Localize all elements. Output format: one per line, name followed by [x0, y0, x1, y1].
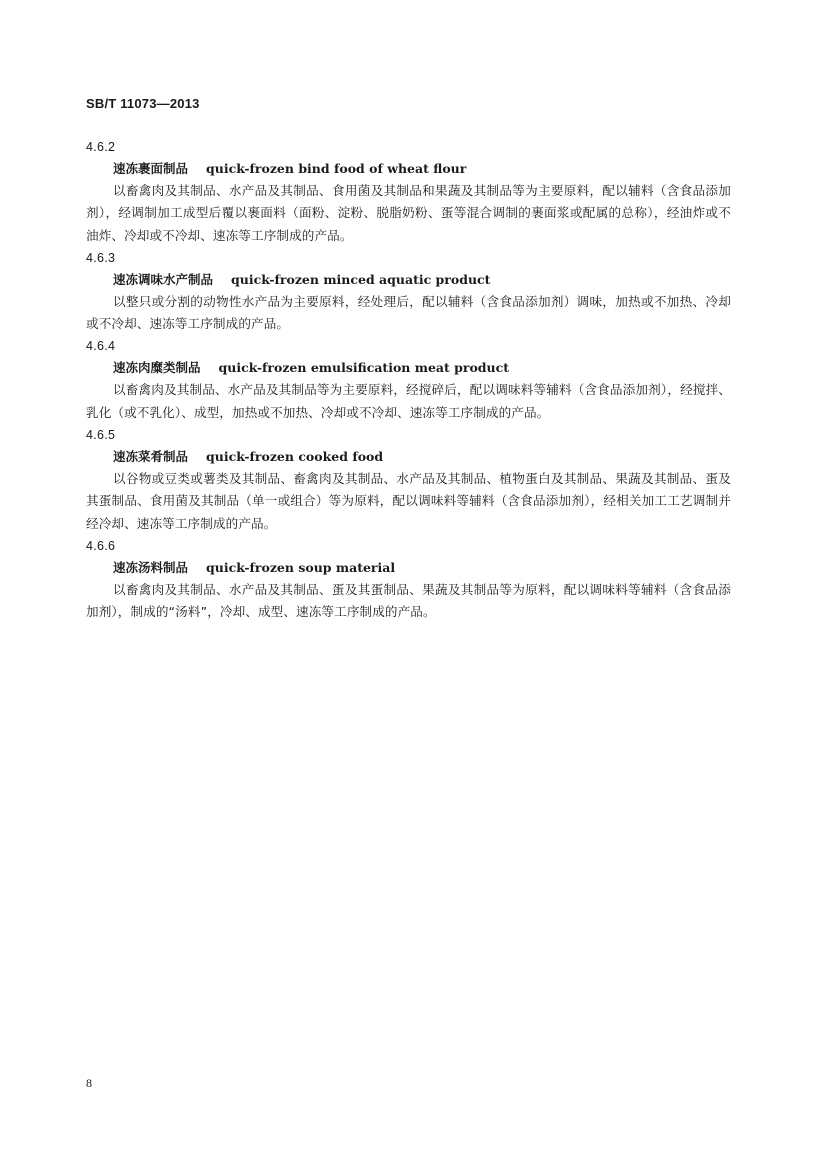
term-definition: 以畜禽肉及其制品、水产品及其制品、蛋及其蛋制品、果蔬及其制品等为原料，配以调味料等辅料（含食品添加剂），制成的“汤料”，冷却、成型、速冻等工序制成的产品。 — [86, 581, 731, 620]
document-body — [86, 136, 731, 624]
term-definition: 以畜禽肉及其制品、水产品及其制品等为主要原料，经搅碎后，配以调味料等辅料（含食品添加剂），经搅拌、乳化（或不乳化）、成型，加热或不加热、冷却或不冷却、速冻等工序制成的产品。 — [86, 382, 731, 420]
term-definition: 以整只或分割的动物性水产品为主要原料，经处理后，配以辅料（含食品添加剂）调味，加热或不加热、冷却或不冷却、速冻等工序制成的产品。 — [86, 293, 731, 332]
clause-number: 4.6.2 — [86, 140, 116, 154]
term-definition: 以畜禽肉及其制品、水产品及其制品、食用菌及其制品和果蔬及其制品等为主要原料，配以辅料（含食品添加剂），经调制加工成型后覆以裹面料（面粉、淀粉、脱脂奶粉、蛋等混合调制的裹面浆或配属的总称），经油炸或不油炸、冷却或不冷却、速冻等工序制成的产品。 — [86, 183, 731, 243]
page-number: 8 — [86, 1076, 92, 1090]
term-heading — [86, 158, 731, 180]
term-english: quick-frozen bind food of wheat flour — [206, 161, 467, 176]
term-definition: 以谷物或豆类或薯类及其制品、畜禽肉及其制品、水产品及其制品、植物蛋白及其制品、果蔬及其制品、蛋及其蛋制品、食用菌及其制品（单一或组合）等为原料，配以调味料等辅料（含食品添加剂），经相关加工工艺调制并经冷却、速冻等工序制成的产品。 — [86, 471, 731, 531]
clause-4-6-5 — [86, 424, 731, 535]
term-english: quick-frozen minced aquatic product — [231, 271, 491, 287]
term-heading — [86, 357, 731, 379]
term-chinese: 速冻汤料制品 — [113, 559, 189, 575]
clause-number: 4.6.4 — [86, 339, 116, 354]
term-heading — [86, 446, 731, 468]
term-chinese: 速冻肉糜类制品 — [113, 360, 201, 376]
term-english: quick-frozen soup material — [206, 559, 396, 575]
clause-number: 4.6.5 — [86, 428, 116, 443]
clause-4-6-6 — [86, 535, 731, 624]
clause-4-6-2 — [86, 136, 731, 247]
term-chinese: 速冻调味水产制品 — [113, 271, 214, 287]
term-heading — [86, 269, 731, 291]
term-chinese: 速冻菜肴制品 — [113, 449, 189, 465]
standard-code-header: SB/T 11073—2013 — [86, 96, 200, 111]
term-english: quick-frozen cooked food — [206, 449, 384, 465]
clause-4-6-3 — [86, 247, 731, 336]
clause-4-6-4 — [86, 335, 731, 424]
term-heading — [86, 557, 731, 579]
term-chinese: 速冻裹面制品 — [113, 161, 189, 176]
clause-number: 4.6.3 — [86, 250, 116, 265]
term-english: quick-frozen emulsification meat product — [218, 360, 510, 376]
clause-number: 4.6.6 — [86, 538, 116, 553]
